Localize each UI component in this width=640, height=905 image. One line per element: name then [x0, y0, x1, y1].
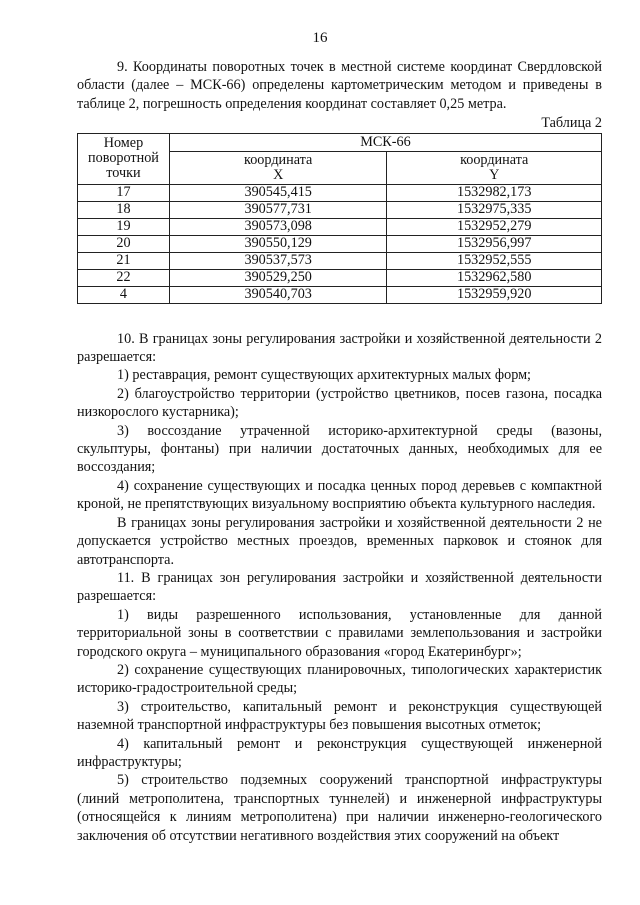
paragraph-11-item-3: 3) строительство, капитальный ремонт и реконструкция существующей наземной транспортной инфраструктуры без повышения высотных отметок;	[77, 698, 602, 734]
paragraph-9: 9. Координаты поворотных точек в местной системе координат Свердловской области (далее – МСК-66) определены картометрическим методом и приведены в таблице 2, погрешность определения координат составляет 0,25 метра.	[77, 59, 602, 112]
paragraph-11-item-5: 5) строительство подземных сооружений транспортной инфраструктуры (линий метрополитена, транспортных туннелей) и инженерной инфраструктуры (относящейся к линиям метрополитена) при наличии инженерно-геологического заключения об отсутствии негативного воздействия этих сооружений на объект	[77, 772, 602, 844]
table-row	[78, 218, 602, 235]
table-row	[78, 269, 602, 286]
cell-x: 390537,573	[169, 252, 387, 269]
table-row	[78, 252, 602, 269]
cell-point: 19	[78, 218, 170, 235]
header-point-number: Номер поворотной точки	[78, 133, 170, 184]
coordinates-table	[77, 133, 602, 304]
cell-point: 21	[78, 252, 170, 269]
paragraph-10-item-3: 3) воссоздание утраченной историко-архитектурной среды (вазоны, скульптуры, фонтаны) при наличии достаточных данных, необходимых для ее воссоздания;	[77, 422, 602, 476]
cell-point: 18	[78, 201, 170, 218]
cell-x: 390545,415	[169, 184, 387, 201]
cell-point: 20	[78, 235, 170, 252]
document-body	[77, 58, 602, 845]
cell-point: 4	[78, 286, 170, 303]
header-x-label: координата	[244, 151, 313, 168]
cell-y: 1532952,279	[387, 218, 602, 235]
paragraph-11-item-1: 1) виды разрешенного использования, установленные для данной территориальной зоны в соответствии с правилами землепользования и застройки городского округа – муниципального образования «город Екатеринбург»;	[77, 606, 602, 660]
cell-y: 1532962,580	[387, 269, 602, 286]
header-y	[387, 151, 602, 184]
cell-x: 390529,250	[169, 269, 387, 286]
paragraph-11: 11. В границах зон регулирования застройки и хозяйственной деятельности разрешается:	[77, 569, 602, 605]
cell-y: 1532952,555	[387, 252, 602, 269]
table-row	[78, 286, 602, 303]
table-row	[78, 201, 602, 218]
cell-point: 17	[78, 184, 170, 201]
header-coordinate-system: МСК-66	[169, 133, 601, 151]
cell-x: 390573,098	[169, 218, 387, 235]
paragraph-10-item-2: 2) благоустройство территории (устройство цветников, посев газона, посадка низкорослого кустарника);	[77, 385, 602, 421]
cell-y: 1532975,335	[387, 201, 602, 218]
paragraph-11-item-2: 2) сохранение существующих планировочных, типологических характеристик историко-градостроительной среды;	[77, 661, 602, 697]
paragraph-10-item-1: 1) реставрация, ремонт существующих архитектурных малых форм;	[117, 367, 532, 384]
cell-point: 22	[78, 269, 170, 286]
table-caption: Таблица 2	[541, 115, 602, 132]
header-x-axis: X	[273, 166, 284, 183]
cell-y: 1532956,997	[387, 235, 602, 252]
header-x	[169, 151, 387, 184]
cell-y: 1532959,920	[387, 286, 602, 303]
paragraph-10-item-4: 4) сохранение существующих и посадка ценных пород деревьев с компактной кроной, не препятствующих визуальному восприятию объекта культурного наследия.	[77, 477, 602, 513]
paragraph-10-prohibition: В границах зоны регулирования застройки и хозяйственной деятельности 2 не допускается устройство местных проездов, временных парковок и стоянок для автотранспорта.	[77, 514, 602, 568]
table-row	[78, 235, 602, 252]
cell-y: 1532982,173	[387, 184, 602, 201]
cell-x: 390540,703	[169, 286, 387, 303]
cell-x: 390550,129	[169, 235, 387, 252]
table-row	[78, 184, 602, 201]
cell-x: 390577,731	[169, 201, 387, 218]
paragraph-10: 10. В границах зоны регулирования застройки и хозяйственной деятельности 2 разрешается:	[77, 330, 602, 366]
page-number: 16	[312, 30, 328, 46]
header-y-label: координата	[460, 151, 529, 168]
header-y-axis: Y	[489, 166, 500, 183]
paragraph-11-item-4: 4) капитальный ремонт и реконструкция существующей инженерной инфраструктуры;	[77, 735, 602, 770]
